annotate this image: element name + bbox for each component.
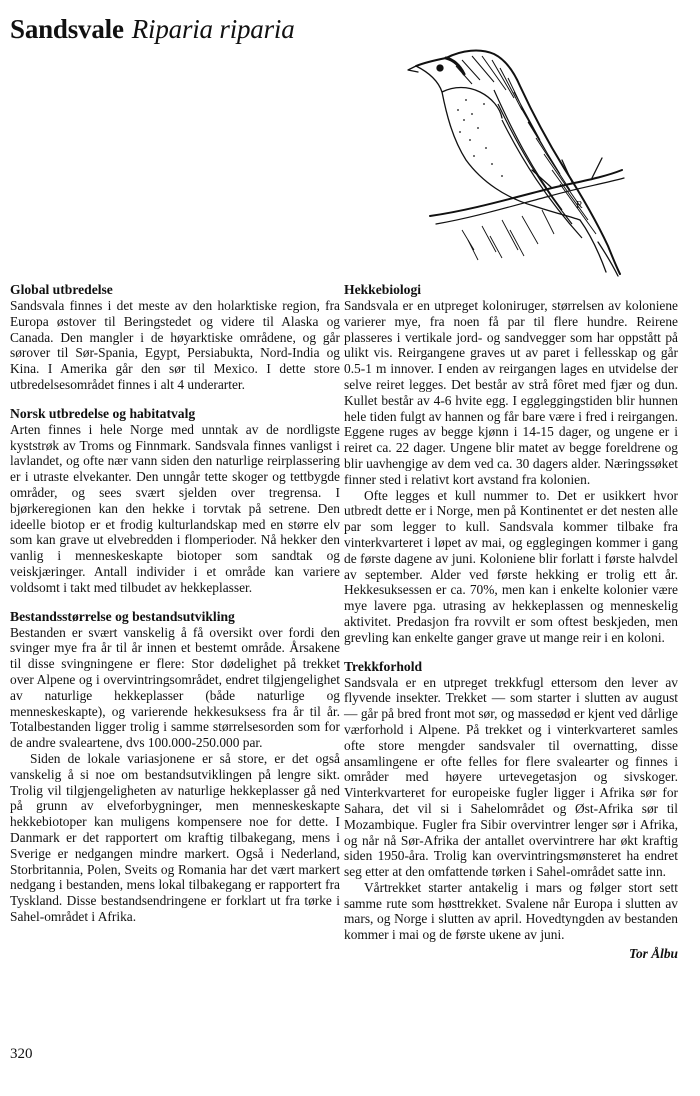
right-column [344,282,678,962]
paragraph: Bestanden er svært vanskelig å få oversikt over fordi den svinger mye fra år til år innen et bestemt område. Årsakene til disse svingningene er flere: Stor dødelighet på trekket over Alpene og i overvintringsområdet, endret tilgjengelighet av naturlige hekkeplasser (både naturlige og menneskeskapte), og varierende hekkesuksess fra år til år. Totalbestanden ligger trolig i samme størrelsesorden som for de andre svaleartene, dvs 100.000-250.000 par. [10,624,340,751]
common-name: Sandsvale [10,14,124,44]
section-population [10,609,340,925]
section-heading: Norsk utbredelse og habitatvalg [10,405,196,421]
section-global-distribution [10,282,340,393]
paragraph: Sandsvala er en utpreget koloniruger, størrelsen av koloniene varierer mye, fra noen få par til flere hundre. Reirene plasseres i vertikale jord- og sandvegger som har oppstått på ulikt vis. Reirgangene graves ut av paret i fellesskap og går 0.5-1 m innover. I enden av reirgangen lages en utvidelse der selve reiret legges. Det består av strå fôret med fjær og dun. Kullet består av 4-6 hvite egg. I eggleggingstiden blir hunnen hele tiden fulgt av hannen og får bare være i fred i reirgangen. Eggene ruges av begge kjønn i 14-15 dager, og ungene er i reiret ca. 22 dager. Ungene blir matet av begge foreldrene og blir uavhengige av dem ved ca. 30 dagers alder. Næringssøket finner sted i relativt kort avstand fra kolonien. [344,298,678,487]
paragraph: Arten finnes i hele Norge med unntak av de nordligste kyststrøk av Troms og Finnmark. Sandsvala finnes vanligst i lavlandet, og ofte nær vann siden den naturlige reirplassering er i utraste elvekanter. Den unngår tette skoger og tettbygde områder, og sees svært sjelden over tregrensa. I bjørkeregionen kan den hekke i torvtak på setrene. Den ideelle biotop er et frodig kulturlandskap med en større elv som kan grave ut elvebredden i flomperioder. Nå hekker den vanlig i menneskeskapte biotoper som sandtak og veiskjæringer. Antall individer i et område kan variere voldsomt i takt med tilbudet av hekkeplasser. [10,421,340,595]
section-norwegian-distribution [10,406,340,596]
page-title [10,14,295,45]
scientific-name: Riparia riparia [131,14,295,44]
section-heading: Hekkebiologi [344,282,422,297]
paragraph: Sandsvala finnes i det meste av den holarktiske region, fra Europa østover til Beringstedet og videre til Alaska og Canada. Den mangler i de høyarktiske områdene, og går sørover til Sør-Spania, Egypt, Persiabukta, Nord-India og Kina. I Amerika går den sør til Mexico. I dette store utbredelsesområdet finnes i alt 4 underarter. [10,298,340,392]
sand-martin-illustration [402,20,628,278]
paragraph: Vårtrekket starter antakelig i mars og følger stort sett samme rute som høsttrekket. Svalene når Europa i slutten av mars, og Norge i slutten av april. Hovedtyngden av bestanden kommer i mai og de første ukene av juni. [344,879,678,943]
section-migration [344,659,678,944]
artist-signature: R [576,200,583,211]
section-breeding-biology [344,282,678,646]
paragraph: Sandsvala er en utpreget trekkfugl ettersom den lever av flyvende insekter. Trekket — som starter i slutten av august — går på bred front mot sør, og massedød er kjent ved dårlige værforhold i Alpene. På trekket og i vinterkvarteret samles ofte store mengder sandsvaler til overnatting, disse ansamlingene er ofte felles for flere svalearter og finnes i områder med høyere urtevegetasjon og sivskoger. Vinterkvarteret for europeiske fugler ligger i Afrika sør for Sahara, det vil si i Sahelområdet og Øst-Afrika sør til Mozambique. Fugler fra Sibir overvintrer lenger sør i Afrika, og når nå Sør-Afrika der antallet overvintrere har økt kraftig siden 1950-åra. Trolig kan overvintringsmønsteret ha endret seg etter at den omfattende tørken i Sahel-området satte inn. [344,674,678,880]
left-column [10,282,340,938]
section-heading: Trekkforhold [344,658,423,674]
author-name: Tor Ålbu [629,946,678,962]
section-heading: Global utbredelse [10,282,113,297]
paragraph: Ofte legges et kull nummer to. Det er usikkert hvor utbredt dette er i Norge, men på Kontinentet er det nesten alle par som legger to kull. Sandsvala kommer tilbake fra vinterkvarteret i løpet av mai, og egglegingen kommer i gang de første dagene av juni. Koloniene blir forlatt i første halvdel av september. Alder ved første hekking er trolig ett år. Hekkesuksessen er ca. 70%, men kan i enkelte kolonier være mye lavere pga. utrasing av hekkeplassen og menneskelig aktivitet. Predasjon fra rovvilt er som oftest beskjeden, men grevling kan enkelte ganger grave ut mange reir i en koloni. [344,487,678,645]
section-heading: Bestandsstørrelse og bestandsutvikling [10,608,235,624]
paragraph: Siden de lokale variasjonene er så store, er det også vanskelig å si noe om bestandsutviklingen på lengre sikt. Trolig vil tilgjengeligheten av naturlige hekkeplasser gå ned på grunn av elveforbygninger, men menneskeskapte hekkebiotoper kan muligens kompensere noe for dette. I Danmark er det rapportert om kraftig tilbakegang, mens i Sverige er nedgangen mindre markert. Også i Nederland, Storbritannia, Polen, Sveits og Romania har det vært markert nedgang i bestanden, mens lokal tilbakegang er rapportert fra Tyskland. Disse bestandsendringene er forklart ut fra tørke i Sahel-området i Afrika. [10,750,340,924]
page-number: 320 [10,1046,33,1062]
